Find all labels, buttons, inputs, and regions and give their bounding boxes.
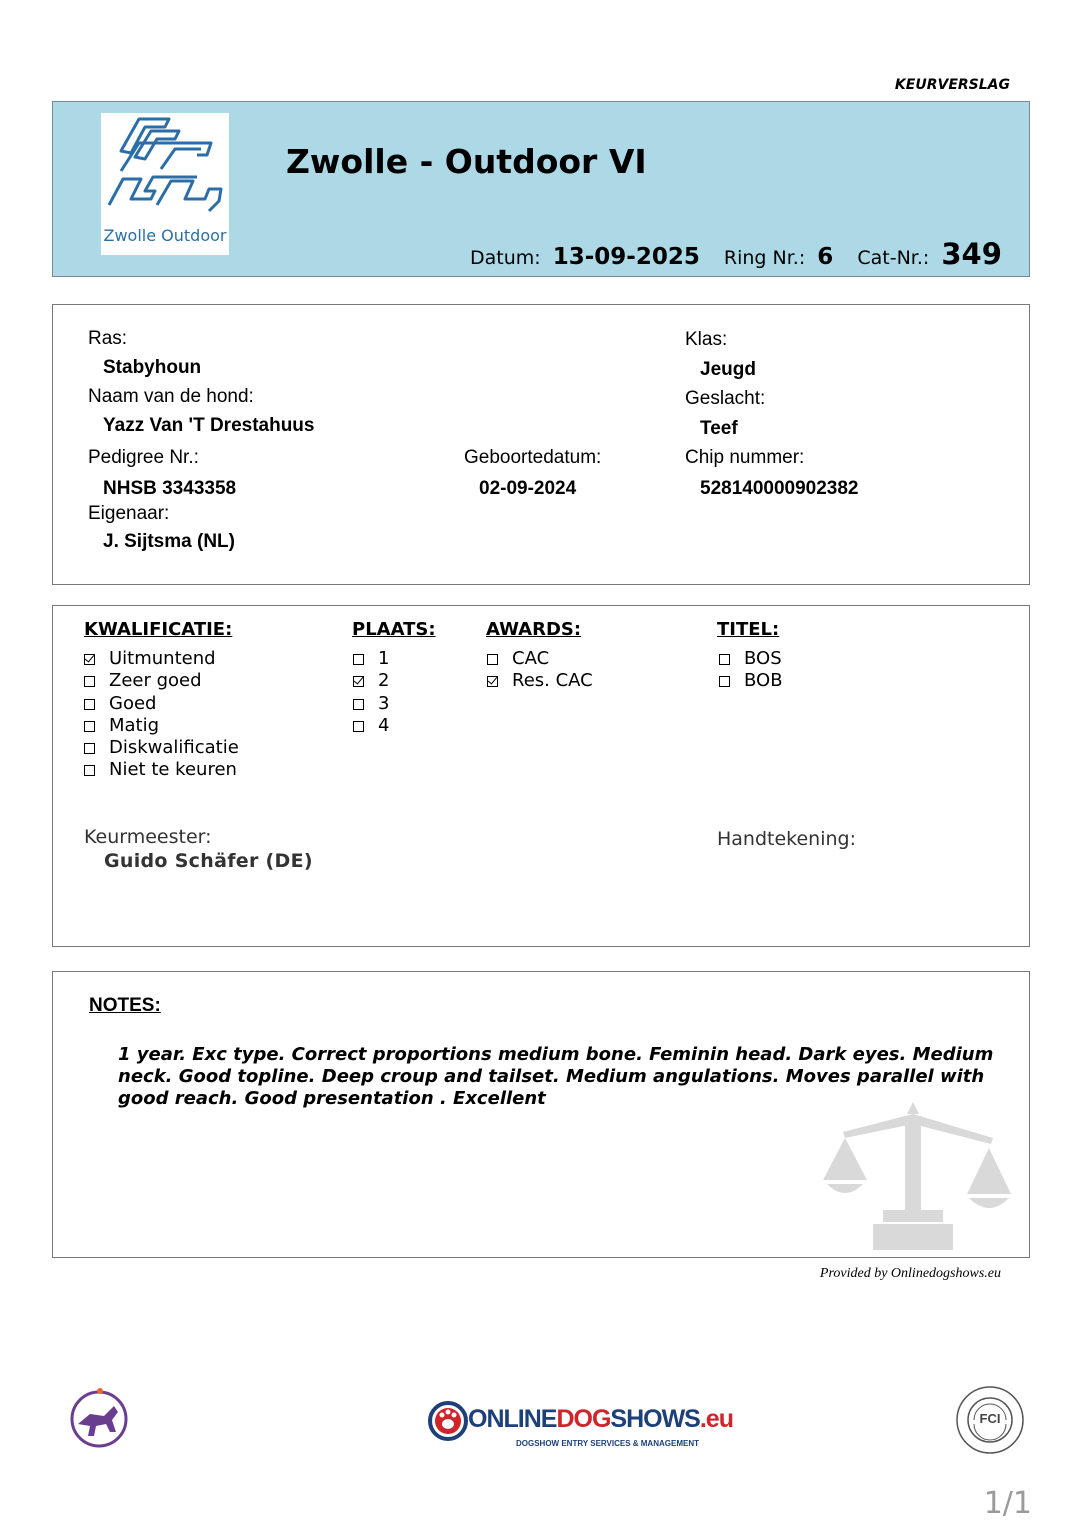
provided-by: Provided by Onlinedogshows.eu xyxy=(819,1266,1001,1281)
plaats-option[interactable]: 1 xyxy=(353,648,389,670)
checkbox-0[interactable] xyxy=(353,654,364,665)
plaats-heading: PLAATS: xyxy=(352,619,436,640)
kwalificatie-option[interactable]: Niet te keuren xyxy=(84,759,239,781)
checkbox-2[interactable] xyxy=(84,699,95,710)
plaats-option[interactable]: 4 xyxy=(353,715,389,737)
checkbox-1[interactable] xyxy=(353,676,364,687)
titel-heading: TITEL: xyxy=(717,619,780,640)
naam-label: Naam van de hond: xyxy=(88,386,254,407)
cat-label: Cat-Nr.: xyxy=(857,247,930,269)
notes-box xyxy=(52,971,1030,1258)
titel-list xyxy=(719,648,783,693)
document-label: KEURVERSLAG xyxy=(894,77,1010,93)
pedigree-label: Pedigree Nr.: xyxy=(88,447,199,468)
checkbox-4[interactable] xyxy=(84,743,95,754)
chip-label: Chip nummer: xyxy=(685,447,805,468)
chip-value: 528140000902382 xyxy=(700,478,859,499)
zwolle-outdoor-logo-icon xyxy=(101,113,229,223)
datum-value: 13-09-2025 xyxy=(552,244,700,270)
dog-info-box xyxy=(52,304,1030,585)
checkbox-5[interactable] xyxy=(84,765,95,776)
kwalificatie-heading: KWALIFICATIE: xyxy=(84,619,233,640)
eigenaar-value: J. Sijtsma (NL) xyxy=(103,531,235,552)
datum-label: Datum: xyxy=(470,247,541,269)
checkbox-0[interactable] xyxy=(487,654,498,665)
kwalificatie-list xyxy=(84,648,239,782)
kwalificatie-option[interactable]: Diskwalificatie xyxy=(84,737,239,759)
event-logo-text: Zwolle Outdoor xyxy=(103,226,227,245)
titel-option[interactable]: BOB xyxy=(719,670,783,692)
header-banner xyxy=(52,101,1030,277)
awards-list xyxy=(487,648,593,693)
event-meta xyxy=(470,237,1002,271)
judging-box xyxy=(52,605,1030,947)
checkbox-1[interactable] xyxy=(719,676,730,687)
paw-icon xyxy=(428,1399,468,1443)
plaats-list xyxy=(353,648,389,737)
awards-option[interactable]: CAC xyxy=(487,648,593,670)
checkbox-2[interactable] xyxy=(353,699,364,710)
checkbox-1[interactable] xyxy=(487,676,498,687)
kwalificatie-option[interactable]: Uitmuntend xyxy=(84,648,239,670)
checkbox-1[interactable] xyxy=(84,676,95,687)
onlinedogshows-logo xyxy=(428,1399,733,1455)
event-title: Zwolle - Outdoor VI xyxy=(286,142,647,181)
geboortedatum-label: Geboortedatum: xyxy=(464,447,602,468)
klas-value: Jeugd xyxy=(700,359,756,380)
scales-watermark-icon xyxy=(823,1102,1013,1252)
event-logo xyxy=(101,113,229,255)
dog-club-logo-icon xyxy=(68,1386,130,1448)
ods-brand: ONLINEDOGSHOWS.eu xyxy=(468,1405,733,1433)
handtekening-label: Handtekening: xyxy=(717,828,857,850)
geslacht-label: Geslacht: xyxy=(685,388,766,409)
kwalificatie-option[interactable]: Zeer goed xyxy=(84,670,239,692)
geslacht-value: Teef xyxy=(700,418,738,439)
page-number: 1/1 xyxy=(983,1486,1032,1521)
ras-label: Ras: xyxy=(88,328,128,349)
plaats-option[interactable]: 2 xyxy=(353,670,389,692)
awards-option[interactable]: Res. CAC xyxy=(487,670,593,692)
eigenaar-label: Eigenaar: xyxy=(88,503,170,524)
checkbox-3[interactable] xyxy=(84,721,95,732)
pedigree-value: NHSB 3343358 xyxy=(103,478,237,499)
cat-value: 349 xyxy=(941,237,1002,271)
awards-heading: AWARDS: xyxy=(486,619,582,640)
checkbox-0[interactable] xyxy=(84,654,95,665)
naam-value: Yazz Van 'T Drestahuus xyxy=(103,415,315,436)
kwalificatie-option[interactable]: Matig xyxy=(84,715,239,737)
checkbox-0[interactable] xyxy=(719,654,730,665)
ras-value: Stabyhoun xyxy=(103,357,202,378)
ring-label: Ring Nr.: xyxy=(723,247,806,269)
titel-option[interactable]: BOS xyxy=(719,648,783,670)
checkbox-3[interactable] xyxy=(353,721,364,732)
keurmeester-value: Guido Schäfer (DE) xyxy=(104,850,313,872)
fci-seal-text: FCI xyxy=(979,1411,1001,1426)
fci-seal xyxy=(954,1384,1026,1456)
kwalificatie-option[interactable]: Goed xyxy=(84,693,239,715)
ods-tagline: DOGSHOW ENTRY SERVICES & MANAGEMENT xyxy=(516,1439,699,1448)
plaats-option[interactable]: 3 xyxy=(353,693,389,715)
geboortedatum-value: 02-09-2024 xyxy=(479,478,577,499)
keurmeester-label: Keurmeester: xyxy=(84,826,212,848)
ring-value: 6 xyxy=(817,244,834,270)
klas-label: Klas: xyxy=(685,329,728,350)
notes-heading: NOTES: xyxy=(89,995,161,1016)
notes-text: 1 year. Exc type. Correct proportions medium bone. Feminin head. Dark eyes. Medium neck. Good topline. Deep croup and tailset. Medium angulations. Moves parallel with good reach. Good presentation . Excellent xyxy=(118,1044,994,1109)
